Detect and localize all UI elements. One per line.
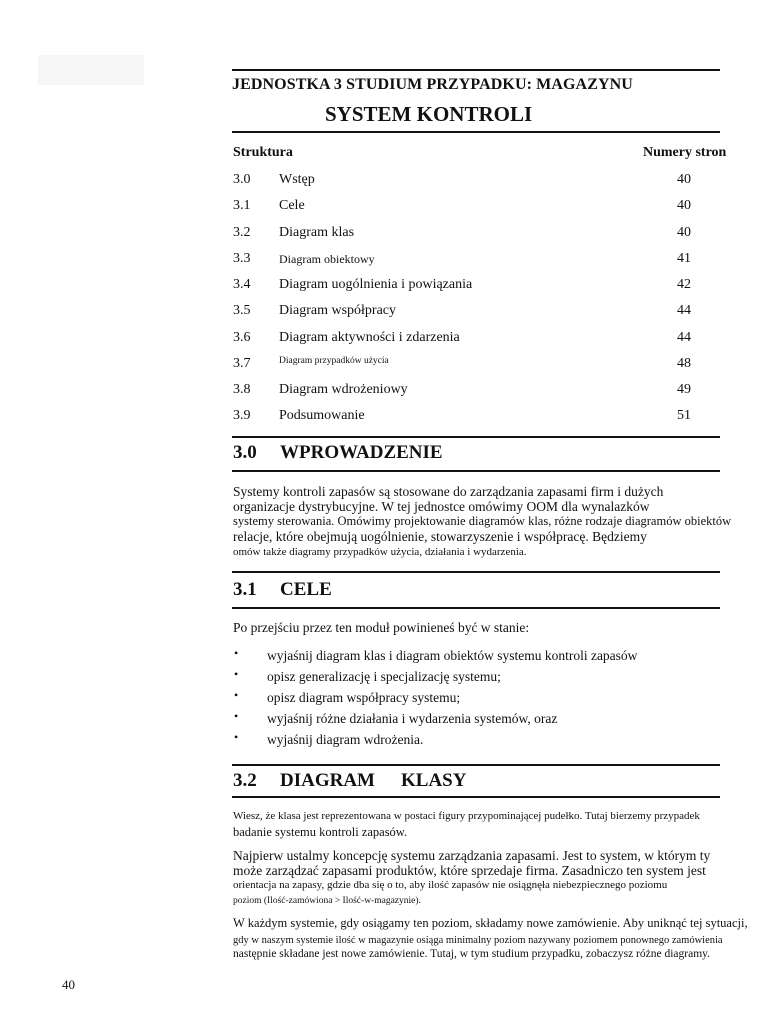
toc-row-label: Diagram współpracy [279, 303, 397, 318]
paragraph-line: poziom (Ilość-zamówiona > Ilość-w-magazynie). [233, 896, 421, 906]
toc-row-page: 42 [677, 277, 691, 292]
section-number: 3.1 [233, 579, 257, 600]
section-rule [232, 764, 720, 766]
section-rule [232, 796, 720, 798]
toc-row-num: 3.5 [233, 303, 251, 318]
list-item: wyjaśnij diagram klas i diagram obiektów systemu kontroli zapasów [267, 648, 638, 663]
section-title: CELE [280, 579, 332, 600]
toc-row-page: 51 [677, 408, 691, 423]
section-rule [232, 607, 720, 609]
toc-row-page: 44 [677, 303, 691, 318]
page-number: 40 [62, 977, 75, 992]
toc-row-num: 3.6 [233, 330, 251, 345]
title-rule [232, 131, 720, 133]
list-item: opisz generalizację i specjalizację systemu; [267, 669, 501, 684]
toc-row-page: 40 [677, 172, 691, 187]
paragraph-line: relacje, które obejmują uogólnienie, stowarzyszenie i współpracę. Będziemy [233, 529, 647, 544]
paragraph-line: omów także diagramy przypadków użycia, działania i wydarzenia. [233, 546, 527, 558]
toc-row-page: 40 [677, 198, 691, 213]
toc-row-num: 3.9 [233, 408, 251, 423]
objectives-intro: Po przejściu przez ten moduł powinieneś być w stanie: [233, 620, 530, 635]
unit-title-line1: JEDNOSTKA 3 STUDIUM PRZYPADKU: MAGAZYNU [232, 76, 633, 93]
toc-pages-header: Numery stron [643, 145, 727, 160]
paragraph-line: Wiesz, że klasa jest reprezentowana w postaci figury przypominającej pudełko. Tutaj bierzemy przypadek [233, 810, 700, 822]
toc-row-label: Diagram przypadków użycia [279, 356, 389, 366]
toc-row-label: Diagram aktywności i zdarzenia [279, 330, 460, 345]
bullet-icon: • [234, 667, 239, 681]
faded-logo-area [38, 55, 144, 85]
toc-row-label: Cele [279, 198, 305, 213]
paragraph-line: gdy w naszym systemie ilość w magazynie osiąga minimalny poziom nazywany poziomem ponownego zamówienia [233, 935, 723, 946]
toc-row-num: 3.0 [233, 172, 251, 187]
toc-row-page: 48 [677, 356, 691, 371]
section-title-2: KLASY [401, 770, 467, 791]
toc-row-label: Diagram uogólnienia i powiązania [279, 277, 473, 292]
section-title: WPROWADZENIE [280, 442, 443, 463]
paragraph-line: orientacja na zapasy, gdzie dba się o to, aby ilość zapasów nie osiągnęła niebezpiecznego poziomu [233, 879, 668, 891]
toc-row-num: 3.2 [233, 225, 251, 240]
paragraph-line: Systemy kontroli zapasów są stosowane do zarządzania zapasami firm i dużych [233, 484, 664, 499]
toc-row-num: 3.3 [233, 251, 251, 266]
toc-row-label: Wstęp [279, 172, 315, 187]
toc-row-label: Diagram obiektowy [279, 252, 375, 266]
list-item: wyjaśnij różne działania i wydarzenia systemów, oraz [267, 711, 558, 726]
section-rule [232, 571, 720, 573]
paragraph-line: systemy sterowania. Omówimy projektowanie diagramów klas, różne rodzaje diagramów obiektów [233, 514, 732, 528]
section-rule [232, 470, 720, 472]
paragraph-line: W każdym systemie, gdy osiągamy ten poziom, składamy nowe zamówienie. Aby uniknąć tej sytuacji, [233, 916, 748, 930]
toc-row-label: Podsumowanie [279, 408, 365, 423]
toc-row-page: 40 [677, 225, 691, 240]
toc-row-page: 44 [677, 330, 691, 345]
toc-row-num: 3.4 [233, 277, 251, 292]
toc-row-label: Diagram wdrożeniowy [279, 382, 408, 397]
toc-row-page: 41 [677, 251, 691, 266]
bullet-icon: • [234, 709, 239, 723]
list-item: opisz diagram współpracy systemu; [267, 690, 461, 705]
toc-row-num: 3.8 [233, 382, 251, 397]
toc-row-label: Diagram klas [279, 225, 355, 240]
paragraph-line: następnie składane jest nowe zamówienie. Tutaj, w tym studium przypadku, zobaczysz różne diagramy. [233, 948, 711, 960]
paragraph-line: organizacje dystrybucyjne. W tej jednostce omówimy OOM dla wynalazków [233, 499, 650, 514]
bullet-icon: • [234, 730, 239, 744]
toc-row-num: 3.7 [233, 356, 251, 371]
toc-row-num: 3.1 [233, 198, 251, 213]
bullet-icon: • [234, 646, 239, 660]
section-rule [232, 436, 720, 438]
top-rule [232, 69, 720, 71]
list-item: wyjaśnij diagram wdrożenia. [267, 732, 424, 747]
paragraph-line: badanie systemu kontroli zapasów. [233, 825, 408, 839]
unit-title-line2: SYSTEM KONTROLI [325, 102, 533, 126]
section-number: 3.2 [233, 770, 257, 791]
section-number: 3.0 [233, 442, 257, 463]
paragraph-line: Najpierw ustalmy koncepcję systemu zarządzania zapasami. Jest to system, w którym ty [233, 848, 711, 863]
toc-row-page: 49 [677, 382, 691, 397]
toc-structure-header: Struktura [233, 145, 293, 160]
paragraph-line: może zarządzać zapasami produktów, które sprzedaje firma. Zasadniczo ten system jest [233, 863, 706, 878]
bullet-icon: • [234, 688, 239, 702]
section-title: DIAGRAM [280, 770, 375, 791]
